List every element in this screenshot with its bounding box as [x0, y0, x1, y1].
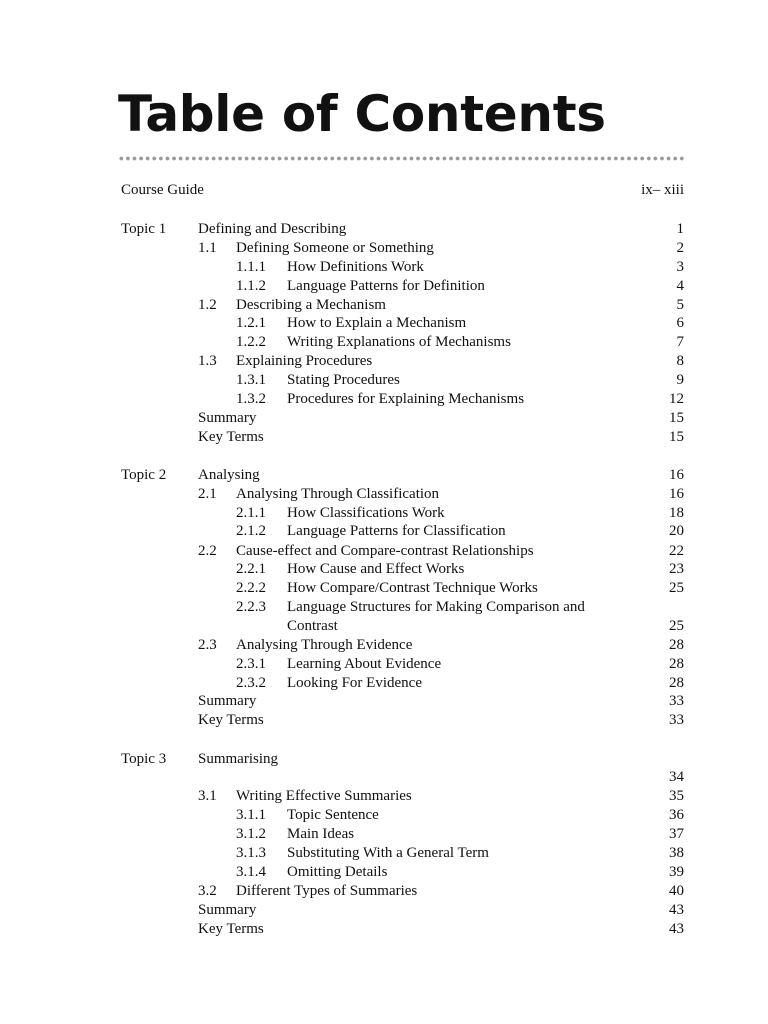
- toc-page-number: 28: [669, 656, 684, 672]
- toc-subsection[interactable]: [0, 863, 768, 882]
- toc-subsection-title: How Classifications Work: [287, 505, 445, 521]
- toc-topic-label: Topic 2: [121, 467, 167, 483]
- toc-page-number: 25: [669, 618, 684, 634]
- page-title: Table of Contents: [118, 85, 606, 143]
- toc-page-number: 33: [669, 693, 684, 709]
- toc-page-number: 40: [669, 883, 684, 899]
- toc-summary-title: Summary: [198, 693, 257, 709]
- toc-topic-title: Summarising: [198, 751, 279, 767]
- toc-subsection-number: 1.2.2: [236, 334, 266, 350]
- toc-page-number: 18: [669, 505, 684, 521]
- toc-page-number: ix– xiii: [641, 182, 684, 198]
- toc-section-title: Explaining Procedures: [236, 353, 373, 369]
- toc-section-number: 3.1: [198, 788, 217, 804]
- toc-subsection[interactable]: [0, 560, 768, 579]
- toc-page-number: 43: [669, 921, 684, 937]
- toc-summary-title: Summary: [198, 410, 257, 426]
- toc-page-number: 39: [669, 864, 684, 880]
- toc-section[interactable]: [0, 352, 768, 371]
- toc-page-number: 36: [669, 807, 684, 823]
- toc-topic-heading[interactable]: [0, 466, 768, 485]
- toc-page-number: 3: [676, 259, 684, 275]
- toc-subsection-title: How Compare/Contrast Technique Works: [287, 580, 538, 596]
- toc-subsection-title: How to Explain a Mechanism: [287, 315, 467, 331]
- toc-section[interactable]: [0, 485, 768, 504]
- toc-page-number: 4: [676, 278, 684, 294]
- toc-subsection-title: How Definitions Work: [287, 259, 424, 275]
- toc-section-title: Cause-effect and Compare-contrast Relationships: [236, 543, 534, 559]
- toc-summary[interactable]: [0, 692, 768, 711]
- toc-subsection-title: Language Structures for Making Comparison and: [287, 599, 585, 615]
- toc-subsection-number: 2.2.2: [236, 580, 266, 596]
- toc-key-terms[interactable]: [0, 711, 768, 730]
- toc-page-number: 20: [669, 523, 684, 539]
- toc-summary[interactable]: [0, 409, 768, 428]
- toc-subsection-title: Contrast: [287, 618, 338, 634]
- toc-page-number: 35: [669, 788, 684, 804]
- toc-subsection-title: Procedures for Explaining Mechanisms: [287, 391, 525, 407]
- toc-subsection-title: Omitting Details: [287, 864, 388, 880]
- toc-topic-title: Defining and Describing: [198, 221, 347, 237]
- toc-course-guide[interactable]: [0, 181, 768, 200]
- toc-subsection[interactable]: [0, 579, 768, 598]
- toc-section-number: 1.3: [198, 353, 217, 369]
- toc-entry-title: Course Guide: [121, 182, 204, 198]
- toc-section-number: 1.2: [198, 297, 217, 313]
- toc-subsection-number: 2.3.1: [236, 656, 266, 672]
- toc-subsection[interactable]: [0, 598, 768, 617]
- toc-page-number: 9: [676, 372, 684, 388]
- toc-page-number: 12: [669, 391, 684, 407]
- toc-page-number: 1: [676, 221, 684, 237]
- toc-subsection[interactable]: [0, 806, 768, 825]
- toc-key-terms[interactable]: [0, 920, 768, 939]
- toc-subsection-title: Stating Procedures: [287, 372, 400, 388]
- toc-page-number: 5: [676, 297, 684, 313]
- toc-subsection-title: Looking For Evidence: [287, 675, 422, 691]
- toc-section-title: Analysing Through Classification: [236, 486, 440, 502]
- toc-page-number: 23: [669, 561, 684, 577]
- toc-topic-heading[interactable]: [0, 220, 768, 239]
- toc-section[interactable]: [0, 296, 768, 315]
- toc-subsection[interactable]: [0, 674, 768, 693]
- toc-subsection-number: 2.2.3: [236, 599, 266, 615]
- toc-subsection-number: 1.2.1: [236, 315, 266, 331]
- toc-subsection[interactable]: [0, 333, 768, 352]
- toc-subsection-number: 3.1.3: [236, 845, 266, 861]
- toc-page-number: 34: [669, 769, 684, 785]
- toc-page-number: 37: [669, 826, 684, 842]
- toc-subsection-title: Topic Sentence: [287, 807, 379, 823]
- toc-subsection-title: How Cause and Effect Works: [287, 561, 465, 577]
- toc-page-number: 28: [669, 637, 684, 653]
- toc-page-number: 15: [669, 410, 684, 426]
- toc-topic-label: Topic 1: [121, 221, 167, 237]
- toc-page-number: 6: [676, 315, 684, 331]
- toc-topic-label: Topic 3: [121, 751, 167, 767]
- toc-subsection-title: Learning About Evidence: [287, 656, 442, 672]
- toc-page-number: 2: [676, 240, 684, 256]
- toc-key-terms[interactable]: [0, 428, 768, 447]
- toc-page-number: 28: [669, 675, 684, 691]
- toc-subsection[interactable]: [0, 655, 768, 674]
- toc-page-number: 8: [676, 353, 684, 369]
- toc-subsection[interactable]: [0, 371, 768, 390]
- toc-page-number: 16: [669, 467, 684, 483]
- toc-subsection-title: Language Patterns for Classification: [287, 523, 506, 539]
- toc-subsection-number: 1.1.1: [236, 259, 266, 275]
- toc-subsection[interactable]: [0, 844, 768, 863]
- toc-page-number: 16: [669, 486, 684, 502]
- toc-section-title: Describing a Mechanism: [236, 297, 386, 313]
- toc-section-number: 3.2: [198, 883, 217, 899]
- toc-subsection-title: Main Ideas: [287, 826, 355, 842]
- toc-section[interactable]: [0, 882, 768, 901]
- toc-section-title: Analysing Through Evidence: [236, 637, 413, 653]
- toc-section-number: 1.1: [198, 240, 217, 256]
- toc-topic-heading[interactable]: [0, 750, 768, 769]
- toc-subsection-title: Writing Explanations of Mechanisms: [287, 334, 511, 350]
- toc-section-number: 2.1: [198, 486, 217, 502]
- toc-subsection-number: 3.1.1: [236, 807, 266, 823]
- toc-topic-page[interactable]: [0, 768, 768, 787]
- toc-section-title: Writing Effective Summaries: [236, 788, 412, 804]
- toc-page-number: 38: [669, 845, 684, 861]
- toc-subsection[interactable]: [0, 258, 768, 277]
- toc-key-terms-title: Key Terms: [198, 712, 264, 728]
- toc-subsection-continued[interactable]: [0, 617, 768, 636]
- toc-page-number: 7: [676, 334, 684, 350]
- toc-section-title: Defining Someone or Something: [236, 240, 434, 256]
- toc-key-terms-title: Key Terms: [198, 429, 264, 445]
- toc-subsection-number: 1.3.1: [236, 372, 266, 388]
- toc-topic-title: Analysing: [198, 467, 260, 483]
- toc-subsection-number: 2.1.2: [236, 523, 266, 539]
- toc-subsection[interactable]: [0, 277, 768, 296]
- toc-subsection[interactable]: [0, 522, 768, 541]
- toc-subsection-number: 2.3.2: [236, 675, 266, 691]
- toc-page-number: 43: [669, 902, 684, 918]
- toc-section[interactable]: [0, 787, 768, 806]
- toc-page-number: 15: [669, 429, 684, 445]
- toc-summary-title: Summary: [198, 902, 257, 918]
- toc-subsection-number: 1.1.2: [236, 278, 266, 294]
- toc-page-number: 22: [669, 543, 684, 559]
- toc-key-terms-title: Key Terms: [198, 921, 264, 937]
- toc-page-number: 25: [669, 580, 684, 596]
- toc-summary[interactable]: [0, 901, 768, 920]
- toc-subsection-number: 3.1.2: [236, 826, 266, 842]
- toc-subsection-number: 2.2.1: [236, 561, 266, 577]
- toc-subsection-number: 1.3.2: [236, 391, 266, 407]
- toc-subsection[interactable]: [0, 390, 768, 409]
- dotted-divider: [118, 156, 686, 161]
- toc-section[interactable]: [0, 239, 768, 258]
- toc-subsection[interactable]: [0, 825, 768, 844]
- toc-subsection[interactable]: [0, 504, 768, 523]
- toc-subsection-number: 2.1.1: [236, 505, 266, 521]
- toc-section-title: Different Types of Summaries: [236, 883, 418, 899]
- toc-section[interactable]: [0, 636, 768, 655]
- toc-section[interactable]: [0, 542, 768, 561]
- toc-subsection-title: Language Patterns for Definition: [287, 278, 485, 294]
- toc-section-number: 2.2: [198, 543, 217, 559]
- toc-subsection-number: 3.1.4: [236, 864, 266, 880]
- toc-page-number: 33: [669, 712, 684, 728]
- toc-subsection[interactable]: [0, 314, 768, 333]
- toc-subsection-title: Substituting With a General Term: [287, 845, 489, 861]
- toc-section-number: 2.3: [198, 637, 217, 653]
